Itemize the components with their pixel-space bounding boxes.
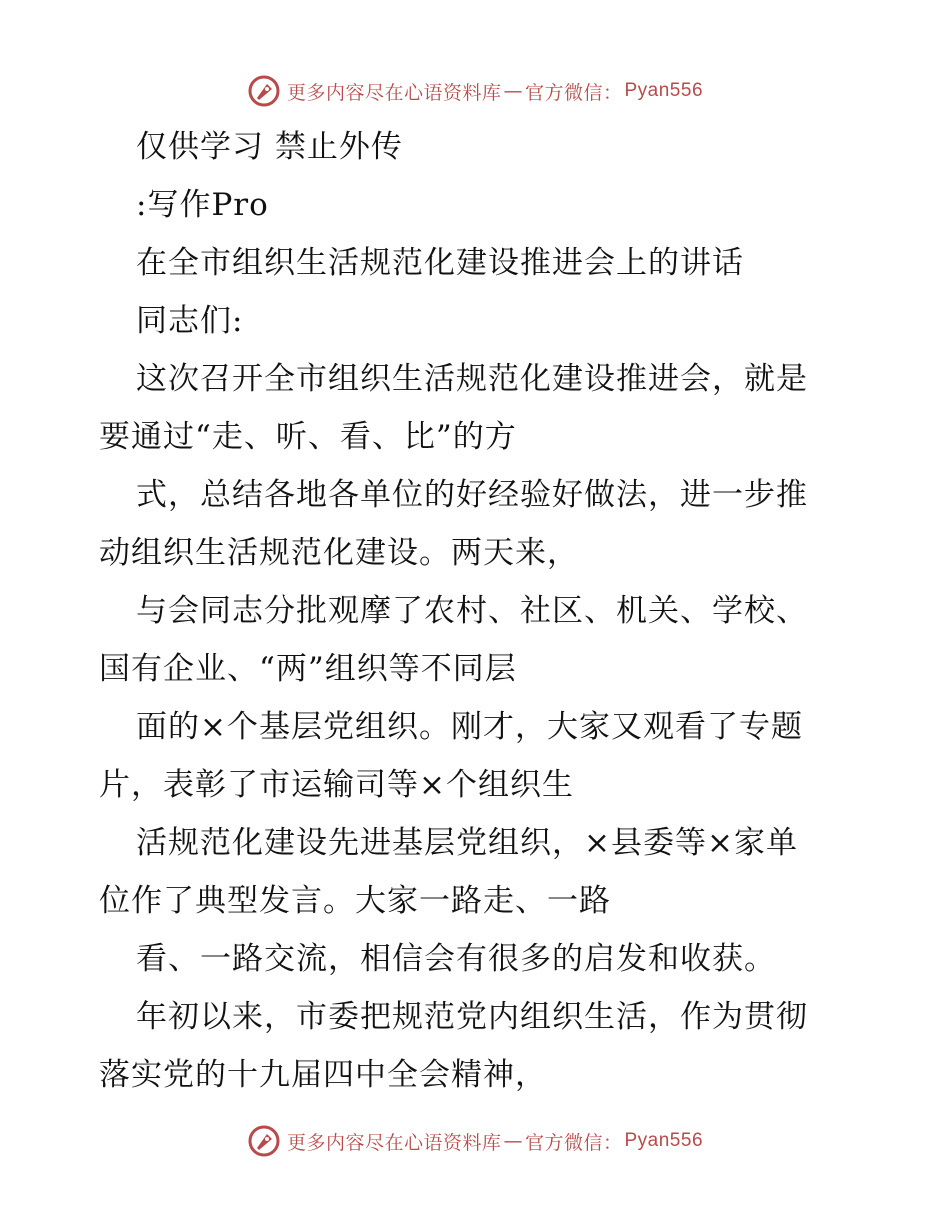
text-line: :写作Pro	[136, 187, 269, 223]
text-line: 片，表彰了市运输司等×个组织生	[99, 767, 574, 803]
text-line: 活规范化建设先进基层党组织，×县委等×家单	[136, 825, 798, 861]
watermark-label: 官方微信：	[524, 1131, 623, 1154]
pen-nib-logo-icon	[247, 1124, 281, 1158]
watermark-separator: —	[503, 80, 523, 102]
text-line: 要通过“走、听、看、比”的方	[99, 419, 517, 455]
text-line: 动组织生活规范化建设。两天来，	[99, 535, 579, 571]
watermark-site-text: 更多内容尽在心语资料库	[286, 81, 502, 104]
text-line: 落实党的十九届四中全会精神，	[99, 1057, 547, 1093]
text-line: 国有企业、“两”组织等不同层	[99, 651, 517, 687]
watermark-wechat-id: Pyan556	[624, 80, 704, 101]
text-line: 年初以来，市委把规范党内组织生活，作为贯彻	[136, 999, 808, 1035]
document-body	[99, 118, 859, 1104]
text-line: 同志们:	[136, 303, 244, 339]
text-line: 式，总结各地各单位的好经验好做法，进一步推	[136, 477, 808, 513]
text-line: 看、一路交流，相信会有很多的启发和收获。	[136, 941, 776, 977]
watermark-header	[0, 74, 950, 108]
text-line: 与会同志分批观摩了农村、社区、机关、学校、	[136, 593, 808, 629]
watermark-site-text: 更多内容尽在心语资料库	[286, 1131, 502, 1154]
text-line: 仅供学习 禁止外传	[136, 129, 403, 165]
watermark-wechat-id: Pyan556	[624, 1130, 704, 1151]
text-line: 位作了典型发言。大家一路走、一路	[99, 883, 611, 919]
text-line: 这次召开全市组织生活规范化建设推进会，就是	[136, 361, 808, 397]
watermark-separator: —	[503, 1130, 523, 1152]
pen-nib-logo-icon	[247, 74, 281, 108]
text-line: 面的×个基层党组织。刚才，大家又观看了专题	[136, 709, 803, 745]
text-line: 在全市组织生活规范化建设推进会上的讲话	[136, 245, 744, 281]
watermark-label: 官方微信：	[524, 81, 623, 104]
watermark-footer	[0, 1124, 950, 1158]
